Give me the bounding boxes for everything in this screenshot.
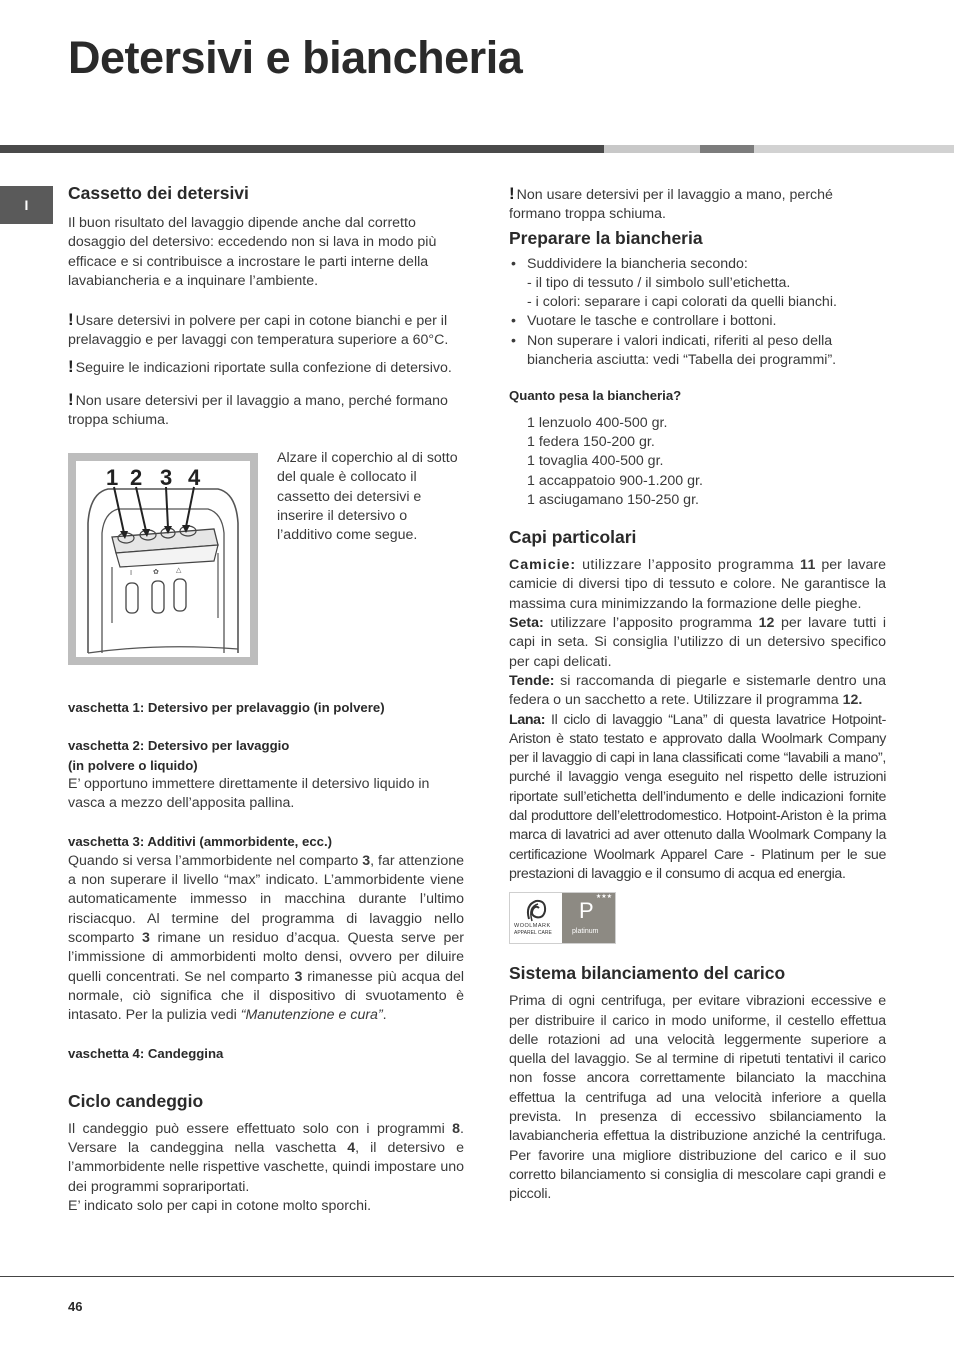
header-band-mid xyxy=(700,145,754,153)
maintenance-reference: “Manutenzione e cura” xyxy=(240,1007,383,1024)
platinum-stars: ★★★ xyxy=(595,894,612,901)
header-band-light xyxy=(604,145,700,153)
balance-text: Prima di ogni centrifuga, per evitare vibrazioni eccessive e per distribuire il carico in modo uniforme, il cestello effettua delle rotazioni ad una velocità leggermente superiore a quella del lavaggio. Se al termine di ripetuti tentativi il carico non fosse ancora correttamente bilanciato la macchina effettua la centrifuga ad una velocità inferiore a quella prevista. In presenza di eccessivo sbilanciamento la lavabiancheria effettua la distribuzione anziché la centrifuga. Per favorire una migliore distribuzione del carico e il suo corretto bilanciamento si consiglia di mescolare capi grandi e piccoli. xyxy=(509,993,886,1203)
weight-item: 1 asciugamano 150-250 gr. xyxy=(527,491,699,508)
woolmark-logo xyxy=(509,892,616,944)
list-item: • Suddividere la biancheria secondo: - il tipo di tessuto / il simbolo sull’etichetta. - i colori: separare i capi colorati da quelli bianchi. xyxy=(527,255,886,313)
list-item: • Vuotare le tasche e controllare i bottoni. xyxy=(527,312,886,331)
compartment-2-sublabel: (in polvere o liquido) xyxy=(68,757,198,773)
prepare-list xyxy=(509,255,886,371)
weight-item: 1 accappatoio 900-1.200 gr. xyxy=(527,472,703,489)
warning-icon: ! xyxy=(68,310,74,330)
drawer-figure xyxy=(68,453,258,665)
silk-text: Seta: utilizzare l’apposito programma 12 per lavare tutti i capi in seta. Si consiglia l’utilizzo di un detersivo specifico per capi delicati. xyxy=(509,615,886,670)
svg-text:I: I xyxy=(130,569,133,577)
wool-text: Lana: Il ciclo di lavaggio “Lana” di questa lavatrice Hotpoint-Ariston è stato testato e approvato dalla Woolmark Company per il lavaggio di capi in lana classificati come “lavabili a mano”, purché il lavaggio venga eseguito nel rispetto delle istruzioni riportate sull’etichetta dell’indumento e delle indicazioni fornite dal produttore dell’elettrodomestico. Hotpoint-Ariston è la prima marca di lavatrici ad aver ottenuto dalla Woolmark Company la certificazione Woolmark Apparel Care - Platinum per le sue prestazioni di lavaggio e il consumo di acqua ed energia. xyxy=(509,711,886,882)
warning-icon: ! xyxy=(68,390,74,410)
drawer-number-4: 4 xyxy=(188,465,201,490)
curtains-text: Tende: si raccomanda di piegarle e sistemarle dentro una federa o un sacchetto a rete. Utilizzare il programma 12. xyxy=(509,672,886,709)
compartment-4-label: vaschetta 4: Candeggina xyxy=(68,1046,224,1062)
left-column xyxy=(68,182,464,431)
compartment-2-text: E’ opportuno immettere direttamente il detersivo liquido in vasca a mezzo dell’apposita pallina. xyxy=(68,775,430,812)
figure-caption: Alzare il coperchio al di sotto del quale è collocato il cassetto dei detersivi e inserire il detersivo o l’additivo come segue. xyxy=(277,450,458,544)
platinum-badge xyxy=(562,893,615,943)
compartment-3-text: Quando si versa l’ammorbidente nel comparto 3, far attenzione a non superare il livello “max” indicato. L’ammorbidente viene automaticamente immesso in macchina durante l’ultimo risciacquo. Al termine del programma di lavaggio nello scomparto 3 rimane un residuo d’acqua. Questa serve per l’immissione di ammorbidenti molto densi, ovvero per diluire quelli concentrati. Se nel comparto 3 rimanesse più acqua del normale, ciò significa che il dispositivo di svuotamento è intasato. Per la pulizia vedi “Manutenzione e cura”. xyxy=(68,852,465,1024)
page-number: 46 xyxy=(68,1299,83,1314)
footer-rule xyxy=(0,1276,954,1277)
weight-item: 1 lenzuolo 400-500 gr. xyxy=(527,414,668,431)
compartments-section xyxy=(68,698,464,1216)
list-item: • Non superare i valori indicati, riferiti al peso della biancheria asciutta: vedi “Tabella dei programmi”. xyxy=(527,332,886,371)
shirts-text: Camicie: utilizzare l’apposito programma 11 per lavare camicie di diversi tipo di tessuto e colore. Ne garantisce la massima cura minimizzando la formazione delle pieghe. xyxy=(509,557,887,612)
weight-item: 1 tovaglia 400-500 gr. xyxy=(527,453,664,470)
compartment-2-label: vaschetta 2: Detersivo per lavaggio xyxy=(68,738,290,754)
weight-list xyxy=(509,414,886,510)
drawer-number-1: 1 xyxy=(106,465,119,490)
warning-icon: ! xyxy=(509,184,515,203)
warning-powder: ! Usare detersivi in polvere per capi in cotone bianchi e per il prelavaggio e per lavaggi con temperatura superiore a 60°C. xyxy=(68,310,449,349)
weight-heading: Quanto pesa la biancheria? xyxy=(509,388,682,404)
warning-handwash-top: ! Non usare detersivi per il lavaggio a mano, perché formano troppa schiuma. xyxy=(509,184,833,223)
section-heading-bleach: Ciclo candeggio xyxy=(68,1090,204,1111)
platinum-text: platinum xyxy=(572,928,599,936)
woolmark-text: WOOLMARK xyxy=(514,923,551,930)
warning-icon: ! xyxy=(68,356,74,376)
weight-item: 1 federa 150-200 gr. xyxy=(527,433,655,450)
warning-handwash: ! Non usare detersivi per il lavaggio a mano, perché formano troppa schiuma. xyxy=(68,390,448,429)
drawer-number-3: 3 xyxy=(160,465,173,490)
svg-text:△: △ xyxy=(176,566,182,574)
language-tab: I xyxy=(0,186,53,224)
section-heading-balance: Sistema bilanciamento del carico xyxy=(509,963,786,984)
warning-instructions: ! Seguire le indicazioni riportate sulla confezione di detersivo. xyxy=(68,356,452,376)
platinum-p-icon: P xyxy=(579,898,594,924)
header-band-light-end xyxy=(754,145,954,153)
apparel-care-text: APPAREL CARE xyxy=(514,930,552,937)
section-heading-special: Capi particolari xyxy=(509,527,637,548)
header-band-dark xyxy=(0,145,604,153)
compartment-1-label: vaschetta 1: Detersivo per prelavaggio (in polvere) xyxy=(68,700,385,715)
section-heading-prepare: Preparare la biancheria xyxy=(509,227,703,248)
drawer-intro: Il buon risultato del lavaggio dipende anche dal corretto dosaggio del detersivo: eccedendo non si lava in modo più efficace e si contribuisce a incrostare le parti interne della lavabiancheria e a inquinare l’ambiente. xyxy=(68,215,437,289)
compartment-3-label: vaschetta 3: Additivi (ammorbidente, ecc.) xyxy=(68,834,333,850)
right-column xyxy=(509,184,886,1204)
bleach-note: E’ indicato solo per capi in cotone molto sporchi. xyxy=(68,1197,372,1214)
bleach-text: Il candeggio può essere effettuato solo con i programmi 8. Versare la candeggina nella vaschetta 4, il detersivo e l’ammorbidente nelle rispettive vaschette, quindi impostare uno dei programmi soprariportati. xyxy=(68,1120,465,1195)
section-heading-drawer: Cassetto dei detersivi xyxy=(68,183,249,203)
drawer-number-2: 2 xyxy=(130,465,143,490)
page-title: Detersivi e biancheria xyxy=(68,32,523,83)
svg-text:✿: ✿ xyxy=(153,568,159,576)
